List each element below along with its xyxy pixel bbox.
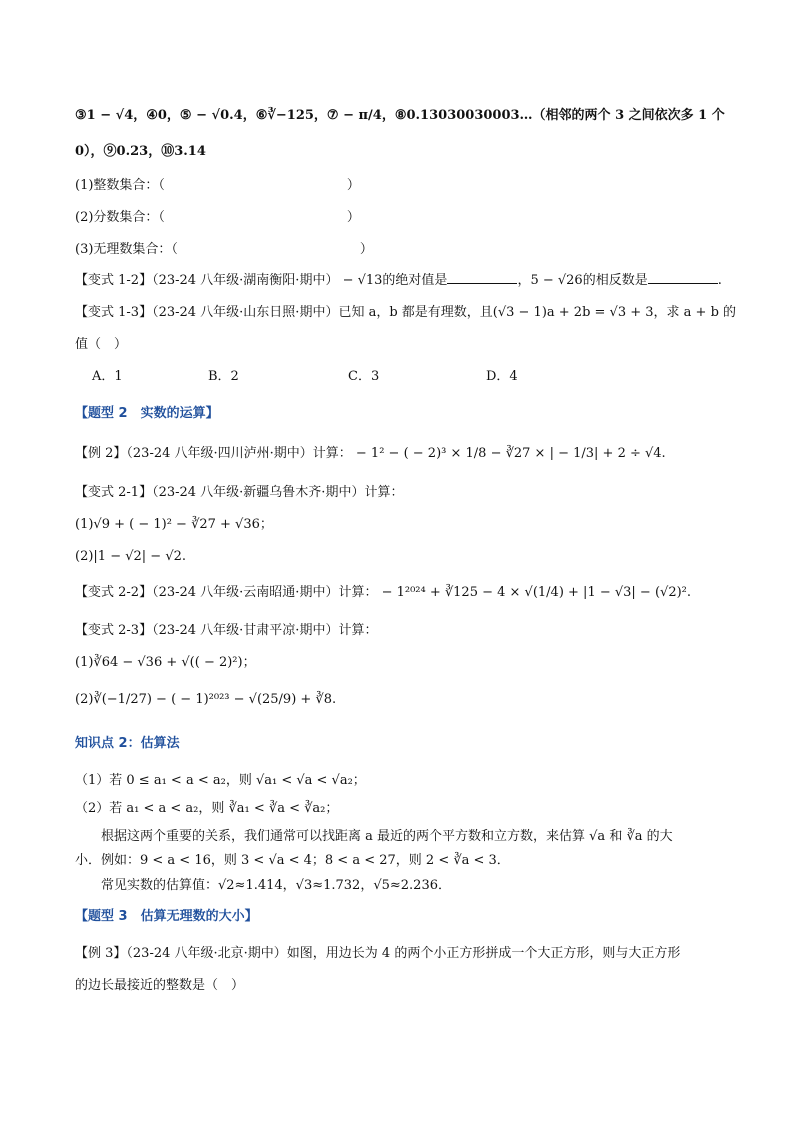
answer-blank [447, 271, 517, 284]
variant-1-2-part-c: . [717, 273, 722, 288]
knowledge-point-2-heading: 知识点 2：估算法 [75, 736, 180, 751]
section-heading-type-2: 【题型 2 实数的运算】 [75, 406, 219, 421]
option-a: A．1 [92, 369, 123, 384]
variant-2-2: 【变式 2-2】（23-24 八年级·云南昭通·期中）计算： − 1²⁰²⁴ + ∛125 − 4 × √(1/4) + |1 − √3| − (√2)². [75, 585, 692, 600]
variant-2-3: 【变式 2-3】（23-24 八年级·甘肃平凉·期中）计算： [75, 623, 378, 638]
variant-1-2-part-b: ，5 − √26的相反数是 [517, 273, 648, 288]
knowledge-example: 小．例如：9 < a < 16，则 3 < √a < 4；8 < a < 27，则 2 < ∛a < 3． [75, 853, 510, 868]
example-2: 【例 2】（23-24 八年级·四川泸州·期中）计算： − 1² − ( − 2)³ × 1/8 − ∛27 × | − 1/3| + 2 ÷ √4. [75, 446, 666, 461]
section-heading-type-3: 【题型 3 估算无理数的大小】 [75, 909, 258, 924]
example-3: 【例 3】（23-24 八年级·北京·期中）如图，用边长为 4 的两个小正方形拼成一个大正方形，则与大正方形 [75, 946, 681, 961]
knowledge-common-values: 常见实数的估算值：√2≈1.414，√3≈1.732，√5≈2.236． [101, 878, 451, 893]
variant-1-3: 【变式 1-3】（23-24 八年级·山东日照·期中）已知 a，b 都是有理数，且(√3 − 1)a + 2b = √3 + 3，求 a + b 的 [75, 305, 737, 320]
variant-1-2 [75, 271, 722, 291]
variant-2-1-item-1: (1)√9 + ( − 1)² − ∛27 + √36； [75, 517, 273, 532]
example-3-tail: 的边长最接近的整数是（ ） [75, 978, 245, 993]
knowledge-explanation: 根据这两个重要的关系，我们通常可以找距离 a 最近的两个平方数和立方数，来估算 √a 和 ∛a 的大 [101, 829, 673, 844]
variant-2-3-item-2: (2)∛(−1/27) − ( − 1)²⁰²³ − √(25/9) + ∛8. [75, 692, 337, 707]
variant-2-1-item-2: (2)|1 − √2| − √2. [75, 549, 187, 564]
variant-2-1: 【变式 2-1】（23-24 八年级·新疆乌鲁木齐·期中）计算： [75, 485, 404, 500]
irrational-set-prompt: (3)无理数集合：（ ） [75, 242, 373, 257]
variant-1-3-tail: 值（ ） [75, 337, 128, 352]
option-b: B．2 [208, 369, 239, 384]
integer-set-prompt: (1)整数集合：（ ） [75, 178, 360, 193]
answer-blank [648, 271, 718, 284]
numbers-list-line-2: 0），⑨0.23，⑩3.14 [75, 144, 206, 159]
knowledge-rule-1: （1）若 0 ≤ a₁ < a < a₂，则 √a₁ < √a < √a₂； [75, 773, 366, 788]
knowledge-rule-2: （2）若 a₁ < a < a₂，则 ∛a₁ < ∛a < ∛a₂； [75, 801, 339, 816]
option-c: C．3 [348, 369, 380, 384]
fraction-set-prompt: (2)分数集合：（ ） [75, 210, 360, 225]
numbers-list-line-1: ③1 − √4，④0，⑤ − √0.4，⑥∛−125，⑦ − π/4，⑧0.13030030003…（相邻的两个 3 之间依次多 1 个 [75, 108, 725, 123]
variant-2-3-item-1: (1)∛64 − √36 + √(( − 2)²)； [75, 655, 256, 670]
option-d: D．4 [486, 369, 518, 384]
variant-1-2-part-a: 【变式 1-2】（23-24 八年级·湖南衡阳·期中） − √13的绝对值是 [75, 273, 448, 288]
